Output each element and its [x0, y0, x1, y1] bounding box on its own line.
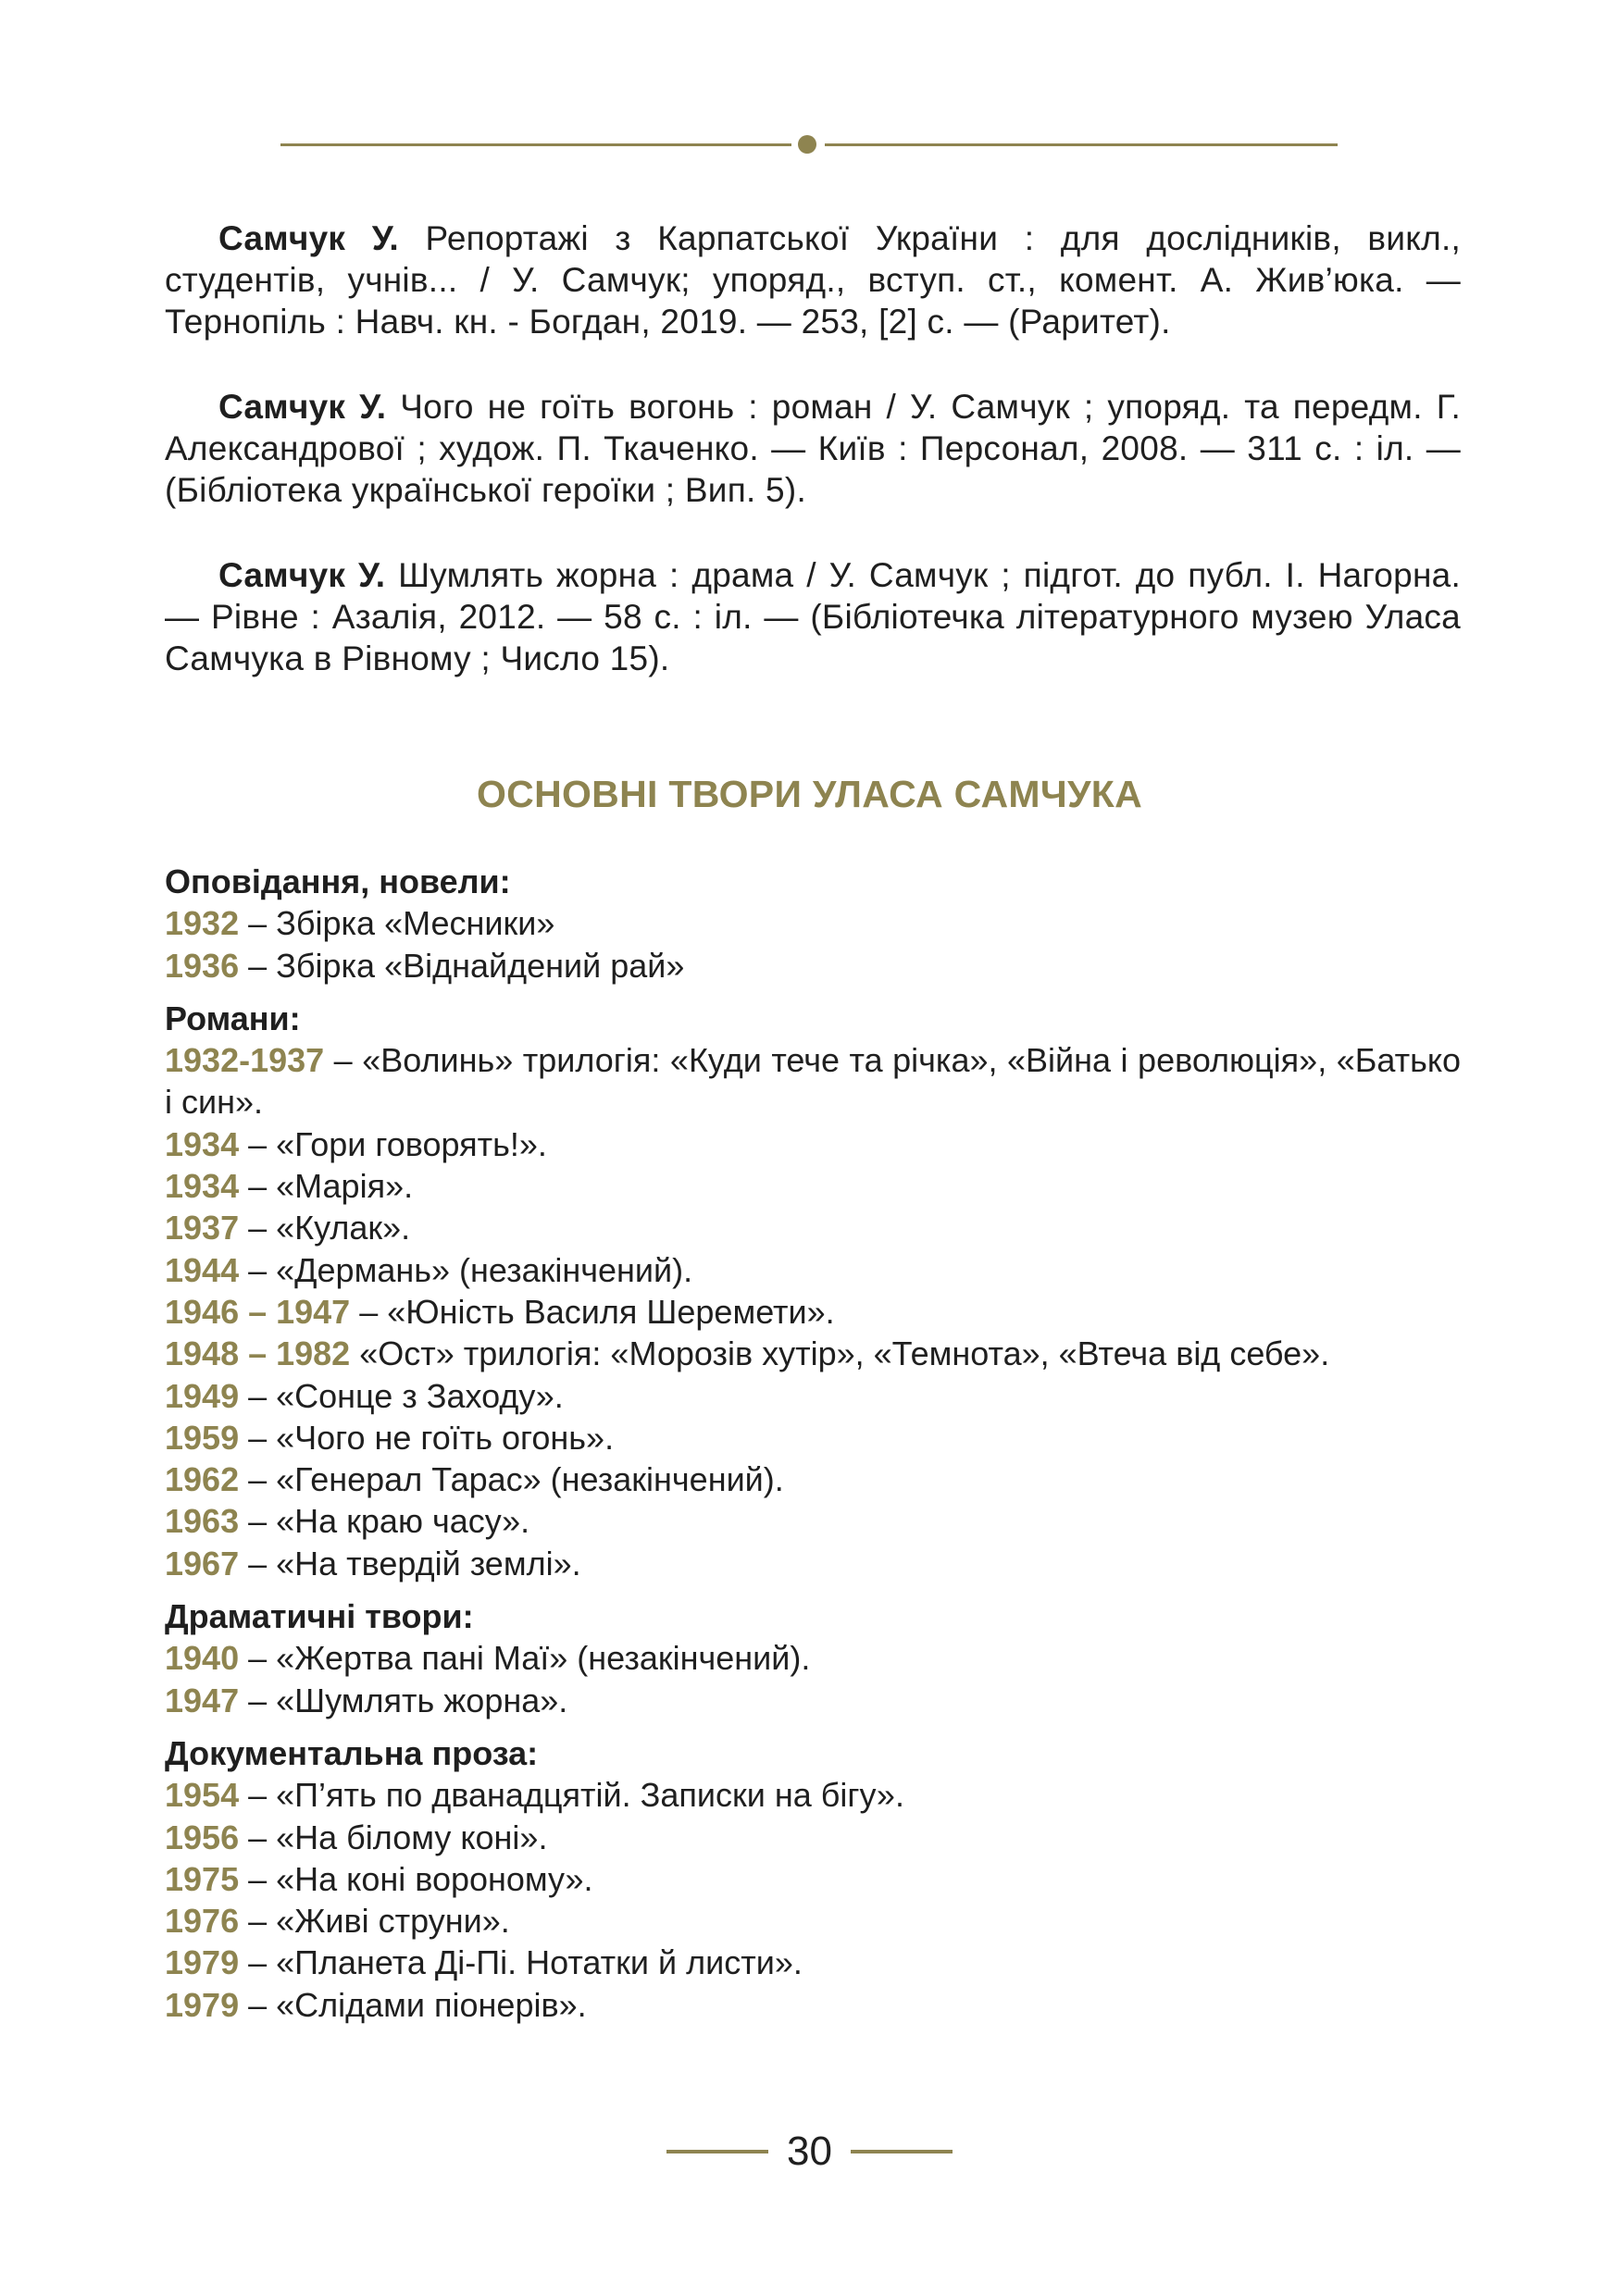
work-entry [165, 1774, 1461, 1816]
work-title: – «Кулак». [239, 1209, 411, 1247]
entry-text: Чого не гоїть вогонь : роман / У. Самчук ; упоряд. та передм. Г. Александрової ; худож. П. Ткаченко. — Київ : Персонал, 2008. — 311 с. : іл. — (Бібліотека української героїки ; Вип. 5). [165, 388, 1461, 509]
work-year: 1948 – 1982 [165, 1334, 351, 1373]
work-year: 1979 [165, 1985, 240, 2024]
work-title: – «Гори говорять!». [239, 1124, 547, 1163]
work-title: – «Чого не гоїть огонь». [239, 1418, 615, 1457]
entry-author: Самчук У. [218, 219, 399, 257]
entry-author: Самчук У. [218, 556, 386, 594]
page-number: 30 [787, 2128, 832, 2174]
work-entry [165, 1458, 1461, 1500]
entry-text: Шумлять жорна : драма / У. Самчук ; підгот. до публ. І. Нагорна. — Рівне : Азалія, 2012. — 58 с. : іл. — (Бібліотечка літературного музею Уласа Самчука в Рівному ; Число 15). [165, 556, 1462, 677]
work-year: 1975 [165, 1859, 240, 1898]
work-title: – «Дермань» (незакінчений). [239, 1250, 693, 1289]
work-entry [165, 1680, 1461, 1721]
work-year: 1936 [165, 946, 240, 985]
work-title: «Ост» трилогія: «Морозів хутір», «Темнота», «Втеча від себе». [350, 1334, 1330, 1373]
category-heading: Оповідання, новели: [165, 863, 511, 900]
section-title: ОСНОВНІ ТВОРИ УЛАСА САМЧУКА [476, 773, 1142, 815]
top-ornament [280, 135, 1338, 154]
work-entry [165, 1207, 1461, 1248]
work-entry [165, 1123, 1461, 1165]
work-entry [165, 1291, 1461, 1333]
bibliography-entry [165, 554, 1461, 679]
work-title: – «На білому коні». [239, 1818, 548, 1856]
entry-text: Репортажі з Карпатської України : для дослідників, викл., студентів, учнів... / У. Самчук; упоряд., вступ. ст., комент. А. Жив’юка. — Тернопіль : Навч. кн. - Богдан, 2019. — 253, [2] с. — (Раритет). [165, 219, 1462, 341]
work-entry [165, 945, 1461, 987]
work-entry [165, 1817, 1461, 1858]
work-entry [165, 1249, 1461, 1291]
work-entry [165, 1333, 1461, 1374]
work-entry [165, 1165, 1461, 1207]
bibliography [165, 217, 1461, 723]
work-entry [165, 1637, 1461, 1679]
work-title: – «Слідами піонерів». [239, 1985, 587, 2024]
work-entry [165, 1942, 1461, 1983]
ornament-dot [798, 135, 816, 154]
work-title: – Збірка «Віднайдений рай» [239, 946, 685, 985]
work-year: 1940 [165, 1639, 240, 1678]
work-year: 1976 [165, 1902, 240, 1941]
work-entry [165, 1858, 1461, 1900]
work-entry [165, 1417, 1461, 1458]
work-year: 1946 – 1947 [165, 1292, 351, 1331]
work-title: – «Юність Василя Шеремети». [350, 1292, 835, 1331]
work-title: – «На краю часу». [239, 1502, 530, 1541]
entry-author: Самчук У. [218, 388, 387, 426]
category-heading: Документальна проза: [165, 1733, 539, 1772]
bibliography-entry [165, 217, 1461, 342]
work-entry [165, 1375, 1461, 1417]
footer-line-right [851, 2150, 953, 2153]
work-entry [165, 1039, 1461, 1123]
work-title: – «П’ять по дванадцятій. Записки на бігу». [239, 1776, 904, 1815]
footer-line-left [666, 2150, 768, 2153]
work-title: – «Жертва пані Маї» (незакінчений). [239, 1639, 811, 1678]
category-heading: Романи: [165, 999, 301, 1037]
work-title: – «На твердій землі». [239, 1544, 581, 1582]
bibliography-entry [165, 386, 1461, 511]
work-title: – Збірка «Месники» [239, 904, 555, 943]
work-title: – «Волинь» трилогія: «Куди тече та річка», «Війна і революція», «Батько і син». [165, 1041, 1461, 1122]
work-title: – «Планета Ді-Пі. Нотатки й листи». [239, 1943, 803, 1982]
work-entry [165, 1543, 1461, 1584]
work-year: 1959 [165, 1418, 240, 1457]
work-year: 1962 [165, 1460, 240, 1499]
work-entry [165, 1984, 1461, 2026]
work-title: – «На коні вороному». [239, 1859, 593, 1898]
category-heading: Драматичні твори: [165, 1597, 474, 1636]
work-year: 1944 [165, 1250, 240, 1289]
ornament-line-right [825, 143, 1338, 146]
work-entry [165, 1900, 1461, 1942]
work-year: 1963 [165, 1502, 240, 1541]
page-footer [666, 2128, 953, 2175]
work-year: 1979 [165, 1943, 240, 1982]
work-year: 1967 [165, 1544, 240, 1582]
work-title: – «Марія». [239, 1167, 414, 1206]
work-year: 1949 [165, 1376, 240, 1415]
work-title: – «Живі струни». [239, 1902, 510, 1941]
work-title: – «Шумлять жорна». [239, 1681, 568, 1719]
ornament-line-left [280, 143, 791, 146]
works-list [165, 861, 1461, 2026]
work-year: 1937 [165, 1209, 240, 1247]
work-entry [165, 1500, 1461, 1542]
work-year: 1954 [165, 1776, 240, 1815]
work-year: 1932 [165, 904, 240, 943]
work-title: – «Генерал Тарас» (незакінчений). [239, 1460, 784, 1499]
work-year: 1934 [165, 1124, 240, 1163]
work-year: 1956 [165, 1818, 240, 1856]
work-year: 1934 [165, 1167, 240, 1206]
work-title: – «Сонце з Заходу». [239, 1376, 564, 1415]
work-year: 1932-1937 [165, 1041, 325, 1080]
work-entry [165, 902, 1461, 944]
work-year: 1947 [165, 1681, 240, 1719]
